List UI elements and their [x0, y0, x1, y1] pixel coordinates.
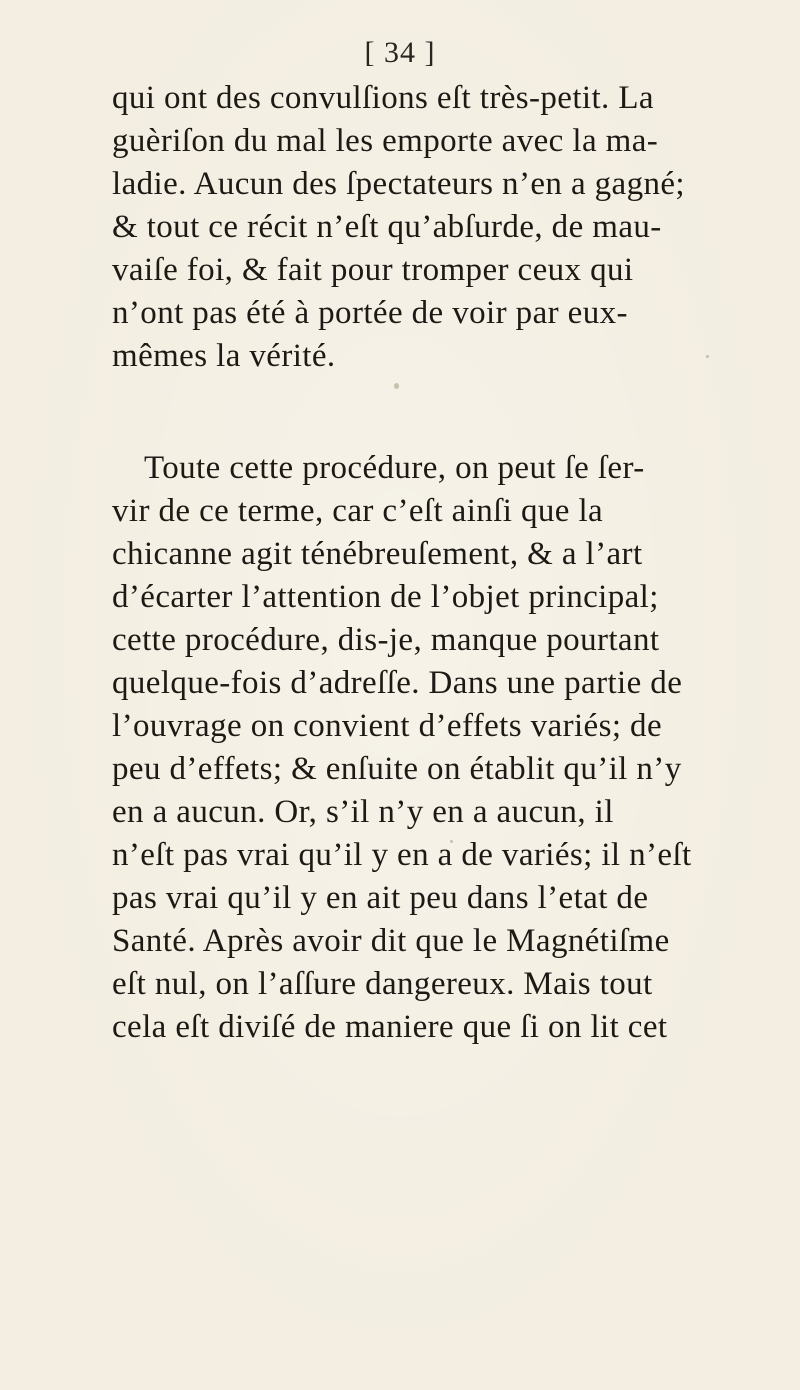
text-line: mêmes la vérité. [112, 338, 336, 374]
text-line: eſt nul, on l’aſſure dangereux. Mais tout [112, 966, 653, 1002]
text-line: qui ont des convulſions eſt très-petit. La [112, 80, 654, 116]
text-line: cette procédure, dis-je, manque pourtant [112, 622, 660, 658]
text-line: en a aucun. Or, s’il n’y en a aucun, il [112, 794, 614, 830]
text-line: peu d’effets; & enſuite on établit qu’il n’y [112, 751, 682, 787]
text-line: vir de ce terme, car c’eſt ainſi que la [112, 493, 604, 529]
text-line: guèriſon du mal les emporte avec la ma- [112, 123, 659, 159]
paper-speck [394, 383, 399, 389]
text-line: quelque-fois d’adreſſe. Dans une partie de [112, 665, 683, 701]
text-line: & tout ce récit n’eſt qu’abſurde, de mau- [112, 209, 662, 245]
text-line: n’ont pas été à portée de voir par eux- [112, 295, 628, 331]
text-line: chicanne agit ténébreuſement, & a l’art [112, 536, 643, 572]
text-line: cela eſt diviſé de maniere que ſi on lit cet [112, 1009, 668, 1045]
text-line: pas vrai qu’il y en ait peu dans l’etat de [112, 880, 649, 916]
text-line: ladie. Aucun des ſpectateurs n’en a gagné; [112, 166, 685, 202]
text-line: vaiſe foi, & fait pour tromper ceux qui [112, 252, 634, 288]
paper-speck [706, 355, 709, 358]
paragraph-start-line: Toute cette procédure, on peut ſe ſer- [144, 450, 645, 486]
text-line: n’eſt pas vrai qu’il y en a de variés; il n’eſt [112, 837, 692, 873]
page-number: [ 34 ] [364, 36, 436, 69]
paper-speck [450, 840, 453, 843]
text-line: l’ouvrage on convient d’effets variés; de [112, 708, 663, 744]
text-line: Santé. Après avoir dit que le Magnétiſme [112, 923, 670, 959]
text-line: d’écarter l’attention de l’objet principal; [112, 579, 659, 615]
